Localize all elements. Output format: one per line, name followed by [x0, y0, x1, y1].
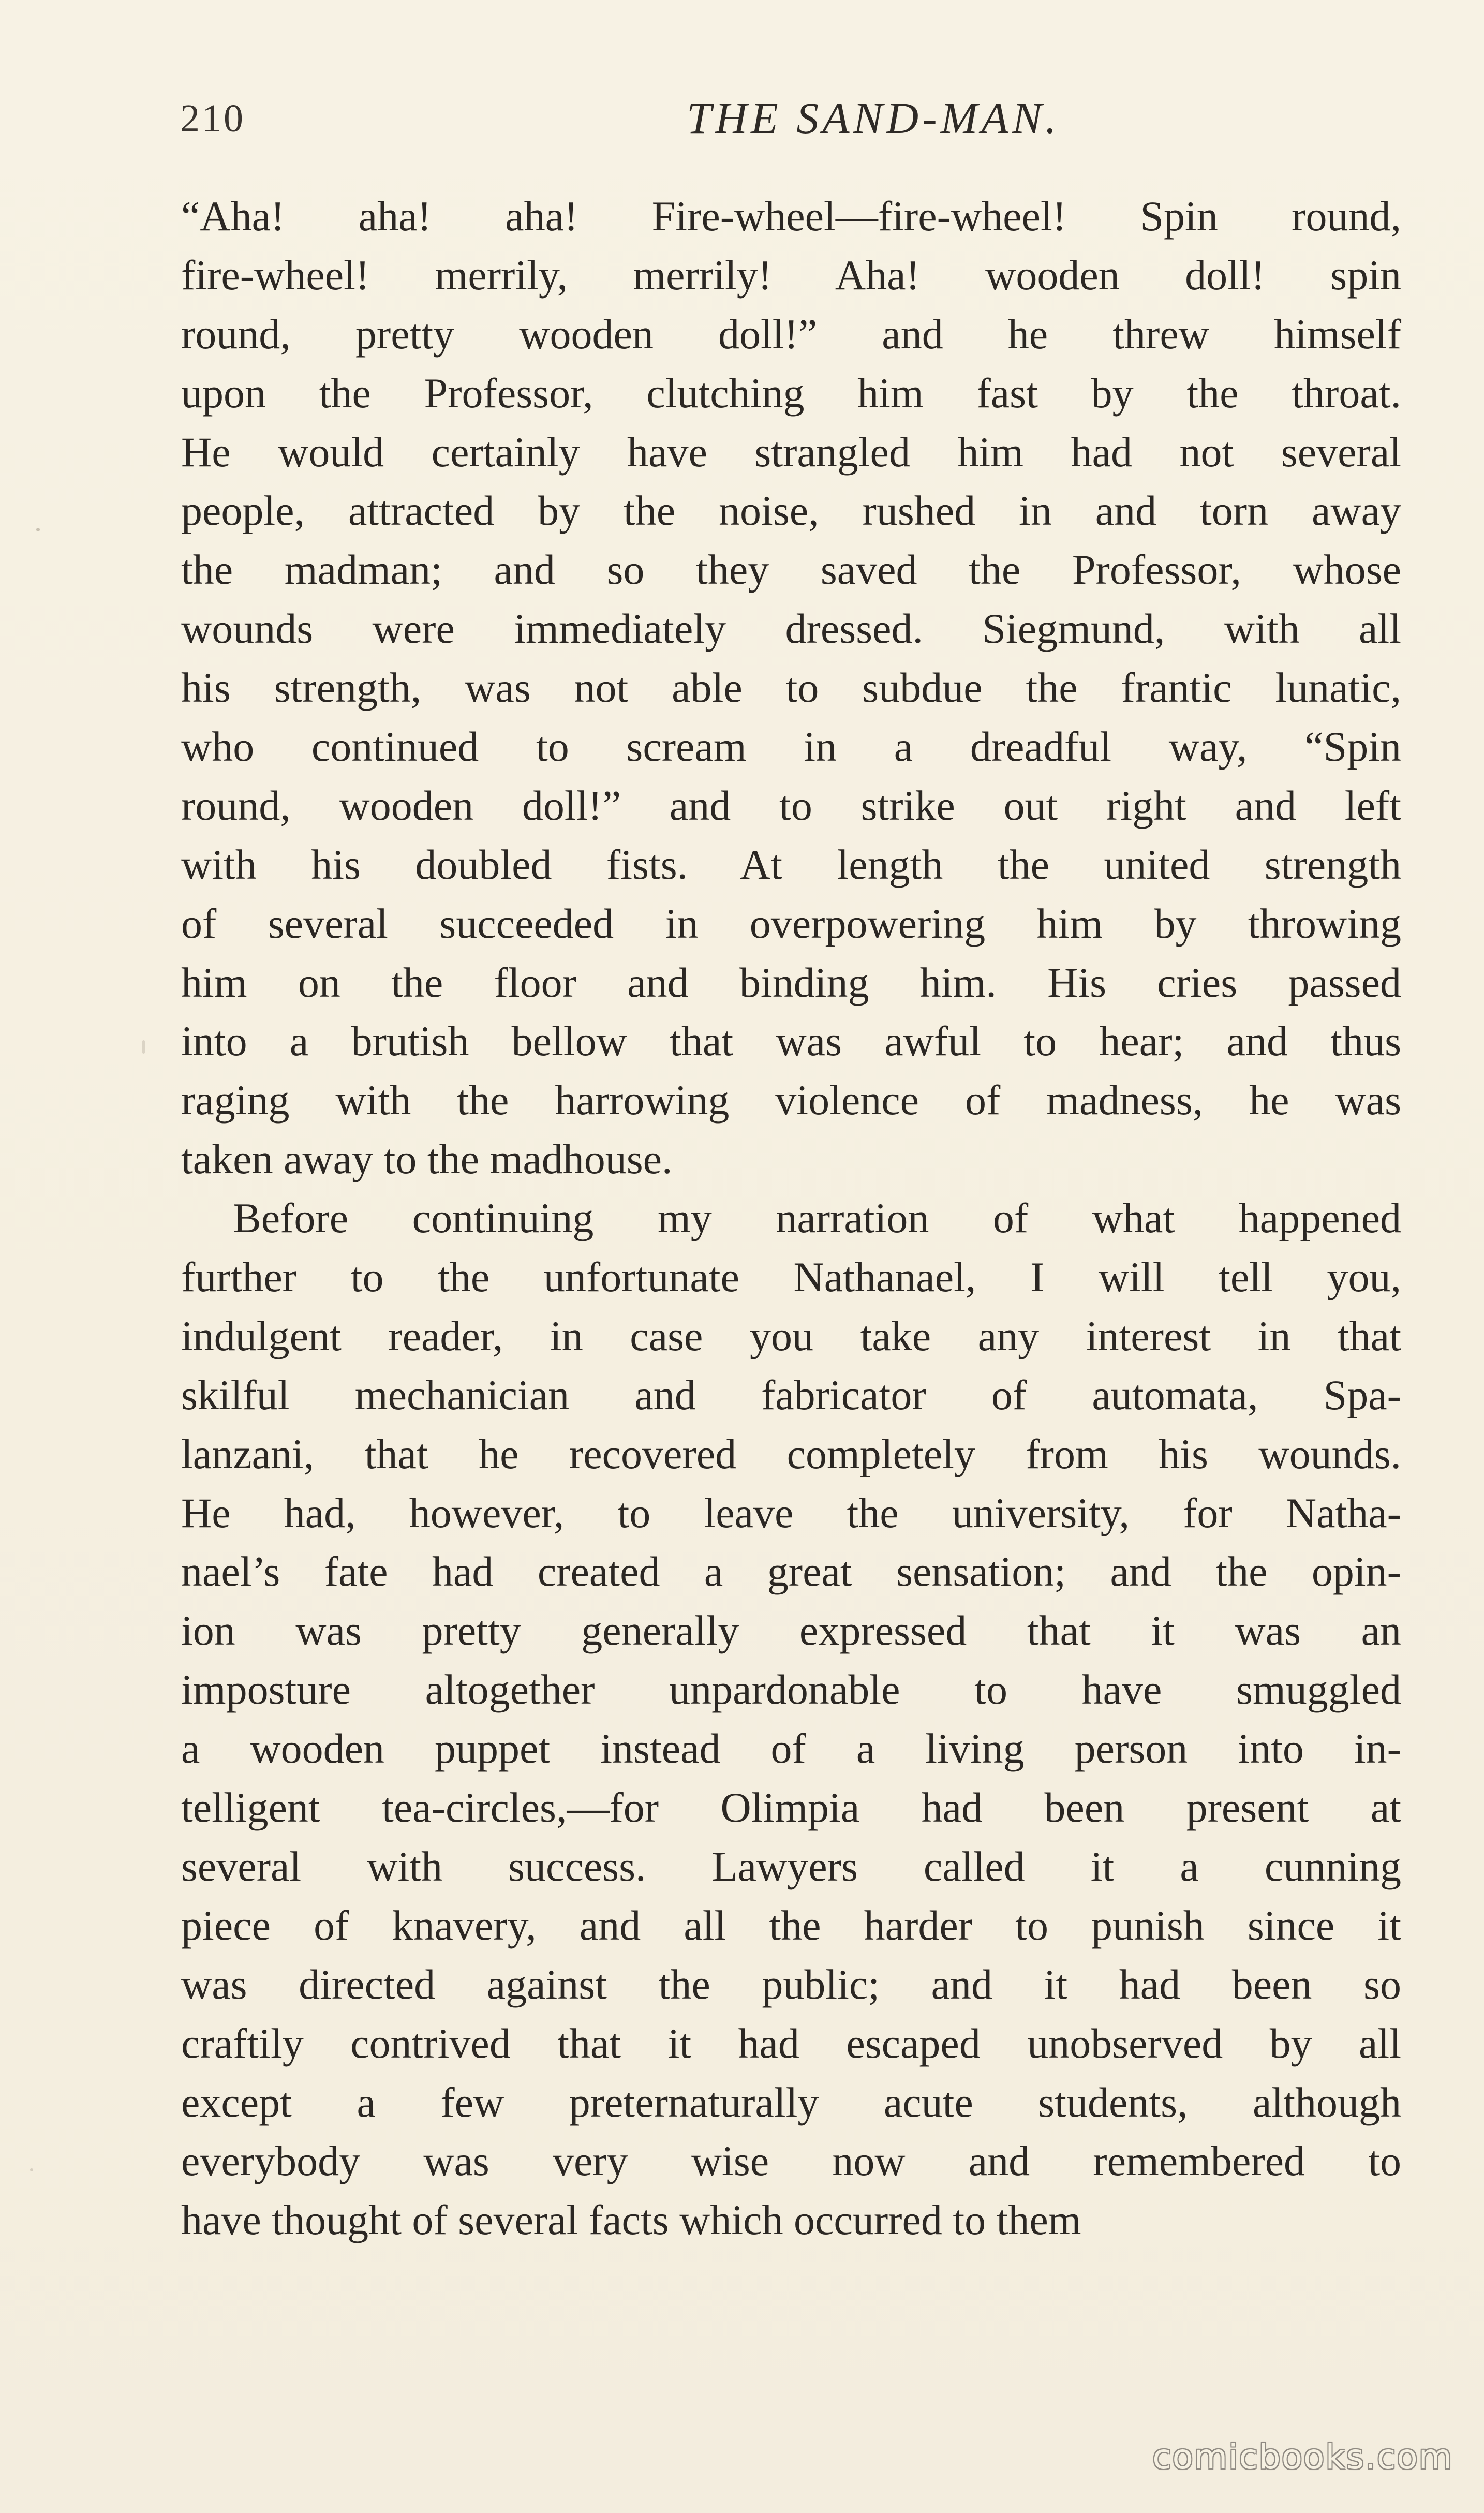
text-line: with his doubled fists. At length the united strength	[181, 840, 1401, 888]
body-text	[181, 187, 1401, 2250]
paper-speck	[30, 2168, 33, 2171]
page-number: 210	[180, 97, 245, 140]
text-line: who continued to scream in a dreadful way, “Spin	[181, 723, 1401, 771]
running-title: THE SAND-MAN.	[687, 93, 1060, 143]
text-line: craftily contrived that it had escaped unobserved by all	[181, 2019, 1401, 2067]
text-line: except a few preternaturally acute students, although	[181, 2078, 1401, 2126]
text-line: nael’s fate had created a great sensation; and the opin-	[181, 1548, 1401, 1595]
text-line: a wooden puppet instead of a living person into in-	[181, 1725, 1401, 1772]
text-line: him on the floor and binding him. His cries passed	[181, 958, 1401, 1006]
text-line: Before continuing my narration of what happened	[233, 1194, 1401, 1242]
text-line: He would certainly have strangled him had not several	[181, 428, 1401, 476]
paper-speck	[142, 1040, 145, 1054]
text-line: piece of knavery, and all the harder to punish since it	[181, 1901, 1401, 1949]
text-line: of several succeeded in overpowering him by throwing	[181, 899, 1401, 947]
paragraph	[181, 187, 1401, 1189]
text-line: fire-wheel! merrily, merrily! Aha! wooden doll! spin	[181, 251, 1401, 299]
text-line: people, attracted by the noise, rushed in and torn away	[181, 487, 1401, 535]
text-line: skilful mechanician and fabricator of automata, Spa-	[181, 1371, 1401, 1418]
paper-speck	[36, 528, 40, 531]
text-line: He had, however, to leave the university, for Natha-	[181, 1489, 1401, 1536]
text-line: the madman; and so they saved the Professor, whose	[181, 546, 1401, 594]
text-line: was directed against the public; and it had been so	[181, 1960, 1401, 2008]
text-line: raging with the harrowing violence of madness, he was	[181, 1076, 1401, 1124]
text-line: everybody was very wise now and remembered to	[181, 2137, 1401, 2185]
text-line: further to the unfortunate Nathanael, I will tell you,	[181, 1253, 1401, 1301]
text-line: wounds were immediately dressed. Siegmund, with all	[181, 605, 1401, 653]
text-line: ion was pretty generally expressed that it was an	[181, 1607, 1401, 1654]
text-line: “Aha! aha! aha! Fire-wheel—fire-wheel! Spin round,	[181, 193, 1401, 240]
text-line: imposture altogether unpardonable to have smuggled	[181, 1666, 1401, 1713]
text-line: round, pretty wooden doll!” and he threw himself	[181, 310, 1401, 358]
text-line: round, wooden doll!” and to strike out right and left	[181, 781, 1401, 829]
text-line: upon the Professor, clutching him fast by the throat.	[181, 369, 1401, 417]
text-line: several with success. Lawyers called it a cunning	[181, 1842, 1401, 1890]
page-header	[180, 92, 1401, 149]
text-line: his strength, was not able to subdue the frantic lunatic,	[181, 664, 1401, 712]
watermark: comicbooks.com	[1152, 2437, 1453, 2477]
text-line: telligent tea-circles,—for Olimpia had been present at	[181, 1784, 1401, 1831]
text-line: taken away to the madhouse.	[181, 1135, 673, 1183]
text-line: indulgent reader, in case you take any interest in that	[181, 1312, 1401, 1359]
paragraph	[181, 1189, 1401, 2250]
text-line: into a brutish bellow that was awful to hear; and thus	[181, 1017, 1401, 1065]
text-line: have thought of several facts which occurred to them	[181, 2196, 1081, 2244]
text-line: lanzani, that he recovered completely from his wounds.	[181, 1430, 1401, 1477]
